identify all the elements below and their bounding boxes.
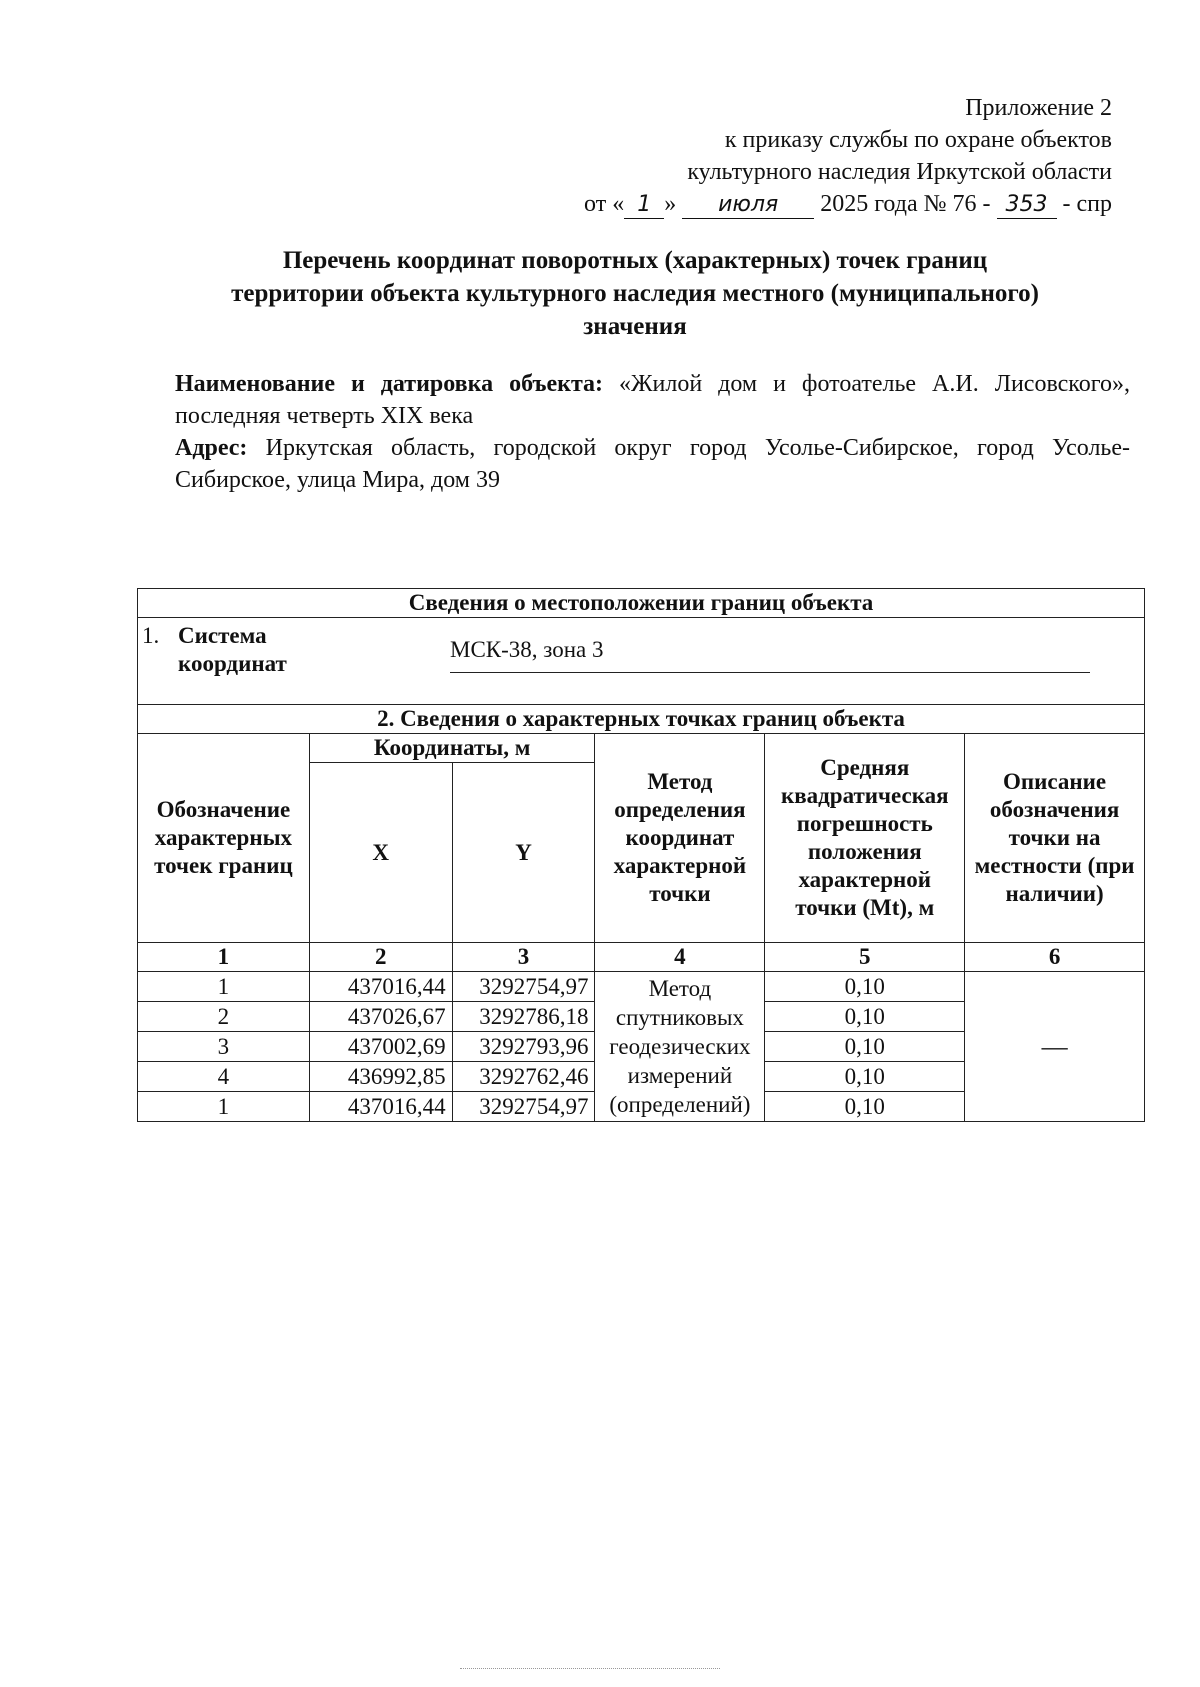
- title-line-1: Перечень координат поворотных (характерных) точек границ: [282, 247, 988, 274]
- points-header: 2. Сведения о характерных точках границ объекта: [138, 705, 1145, 734]
- point-cell: 4: [138, 1062, 310, 1092]
- table-main-header: Сведения о местоположении границ объекта: [138, 589, 1145, 618]
- coordinate-system-cell: [138, 618, 1145, 705]
- error-cell: 0,10: [765, 1092, 965, 1122]
- method-cell: Метод спутниковых геодезических измерений (определений): [595, 972, 765, 1122]
- system-value: МСК-38, зона 3: [450, 636, 1090, 673]
- col-number-4: 4: [595, 943, 765, 972]
- coordinate-system-wrap: [138, 618, 1144, 704]
- handwritten-order-number: 353: [997, 192, 1057, 219]
- col-number-2: 2: [309, 943, 452, 972]
- col-coords-header: Координаты, м: [309, 734, 595, 763]
- coordinate-system-row: [138, 618, 1145, 705]
- error-cell: 0,10: [765, 972, 965, 1002]
- object-address-value: Иркутская область, городской округ город Усолье-Сибирское, город Усолье-Сибирское, улица Мира, дом 39: [175, 435, 1131, 493]
- date-mid: »: [664, 191, 677, 217]
- col-number-3: 3: [452, 943, 595, 972]
- appendix-order-ref: к приказу службы по охране объектов: [724, 127, 1112, 153]
- appendix-header: [412, 92, 1112, 220]
- col-method-header: Метод определения координат характерной точки: [595, 734, 765, 943]
- title-line-2: территории объекта культурного наследия местного (муниципального): [231, 280, 1039, 307]
- object-address-label: Адрес:: [175, 435, 248, 461]
- system-label: Система координат: [178, 623, 287, 676]
- table-row: [138, 972, 1145, 1002]
- y-cell: 3292754,97: [452, 972, 595, 1002]
- x-cell: 436992,85: [309, 1062, 452, 1092]
- point-cell: 1: [138, 972, 310, 1002]
- x-cell: 437016,44: [309, 972, 452, 1002]
- handwritten-day: 1: [624, 192, 664, 219]
- x-cell: 437002,69: [309, 1032, 452, 1062]
- appendix-authority: культурного наследия Иркутской области: [687, 159, 1112, 185]
- object-address-paragraph: [175, 432, 1130, 496]
- col-x-header: X: [309, 763, 452, 943]
- handwritten-month: июля: [682, 192, 814, 219]
- table-header-row: [138, 589, 1145, 618]
- col-error-header: Средняя квадратическая погрешность положения характерной точки (Mt), м: [765, 734, 965, 943]
- point-cell: 1: [138, 1092, 310, 1122]
- col-number-5: 5: [765, 943, 965, 972]
- column-header-row-1: [138, 734, 1145, 763]
- date-year: 2025 года № 76 -: [820, 191, 991, 217]
- col-number-1: 1: [138, 943, 310, 972]
- y-cell: 3292786,18: [452, 1002, 595, 1032]
- y-cell: 3292754,97: [452, 1092, 595, 1122]
- system-number: 1.: [142, 623, 160, 648]
- coordinates-table: [137, 588, 1145, 1122]
- y-cell: 3292793,96: [452, 1032, 595, 1062]
- col-desc-header: Описание обозначения точки на местности (при наличии): [965, 734, 1145, 943]
- x-cell: 437016,44: [309, 1092, 452, 1122]
- scan-artifact-line: [460, 1668, 720, 1669]
- error-cell: 0,10: [765, 1032, 965, 1062]
- object-name-paragraph: [175, 368, 1130, 432]
- points-header-row: [138, 705, 1145, 734]
- y-cell: 3292762,46: [452, 1062, 595, 1092]
- order-suffix: - спр: [1062, 191, 1112, 217]
- point-cell: 2: [138, 1002, 310, 1032]
- point-cell: 3: [138, 1032, 310, 1062]
- object-name-value: «Жилой дом и фотоателье А.И. Лисовского», последняя четверть XIX века: [175, 371, 1130, 429]
- description-cell: —: [965, 972, 1145, 1122]
- column-number-row: [138, 943, 1145, 972]
- col-y-header: Y: [452, 763, 595, 943]
- error-cell: 0,10: [765, 1002, 965, 1032]
- date-prefix: от «: [584, 191, 625, 217]
- x-cell: 437026,67: [309, 1002, 452, 1032]
- appendix-title: Приложение 2: [965, 95, 1112, 121]
- title-line-3: значения: [583, 313, 687, 340]
- document-title: [170, 244, 1100, 343]
- col-point-header: Обозначение характерных точек границ: [138, 734, 310, 943]
- error-cell: 0,10: [765, 1062, 965, 1092]
- object-info: [175, 368, 1130, 496]
- col-number-6: 6: [965, 943, 1145, 972]
- object-name-label: Наименование и датировка объекта:: [175, 371, 604, 397]
- appendix-date-line: [412, 188, 1112, 220]
